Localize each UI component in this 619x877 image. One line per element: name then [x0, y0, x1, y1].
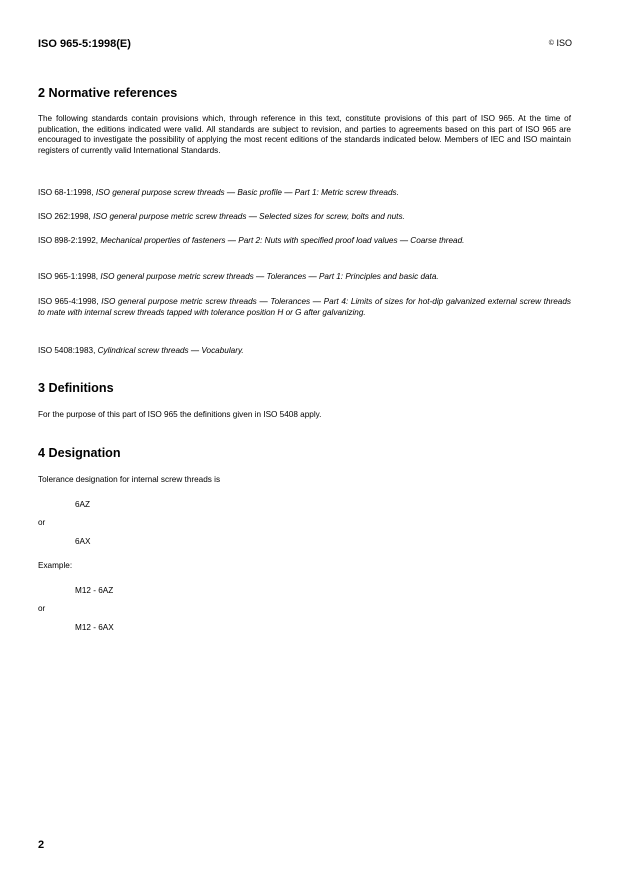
document-id: ISO 965-5:1998(E) [38, 38, 131, 50]
example-designation: M12 - 6AZ [75, 586, 114, 595]
reference-code: ISO 5408:1983, [38, 346, 96, 355]
or-text: or [38, 604, 46, 613]
example-designation: M12 - 6AX [75, 623, 114, 632]
reference-item [38, 297, 571, 318]
reference-item [38, 272, 571, 283]
designation-code: 6AZ [75, 500, 91, 509]
or-text: or [38, 518, 46, 527]
section-4-intro: Tolerance designation for internal screw threads is [38, 475, 221, 484]
section-4-title: 4 Designation [38, 446, 121, 460]
copyright-symbol: © [548, 40, 554, 47]
section-3-text: For the purpose of this part of ISO 965 the definitions given in ISO 5408 apply. [38, 410, 322, 419]
reference-code: ISO 262:1998, [38, 212, 91, 221]
reference-code: ISO 68-1:1998, [38, 188, 94, 197]
example-label: Example: [38, 561, 73, 570]
reference-code: ISO 965-4:1998, [38, 297, 99, 306]
section-2-title: 2 Normative references [38, 86, 178, 100]
reference-title: ISO general purpose metric screw threads — Tolerances — Part 4: Limits of sizes for hot-dip galvanized external screw threads to mate with internal screw threads tapped with tolerance position H or G after galvanizing. [38, 297, 571, 317]
section-3-title: 3 Definitions [38, 381, 114, 395]
reference-code: ISO 965-1:1998, [38, 272, 99, 281]
page-number: 2 [38, 839, 45, 851]
reference-item [38, 236, 571, 247]
reference-title: ISO general purpose metric screw threads — Tolerances — Part 1: Principles and basic data. [100, 272, 439, 281]
copyright-org: ISO [556, 38, 572, 48]
reference-code: ISO 898-2:1992, [38, 236, 99, 245]
reference-title: Cylindrical screw threads — Vocabulary. [97, 346, 244, 355]
section-2-intro: The following standards contain provisions which, through reference in this text, constitute provisions of this part of ISO 965. At the time of publication, the editions indicated were valid. All standards are subject to revision, and parties to agreements based on this part of ISO 965 are encouraged to investigate the possibility of applying the most recent editions of the standards indicated below. Members of IEC and ISO maintain registers of currently valid International Standards. [38, 114, 571, 155]
designation-code: 6AX [75, 537, 91, 546]
reference-item [38, 188, 571, 199]
reference-title: ISO general purpose screw threads — Basic profile — Part 1: Metric screw threads. [95, 188, 399, 197]
reference-title: Mechanical properties of fasteners — Part 2: Nuts with specified proof load values — Coarse thread. [100, 236, 465, 245]
reference-title: ISO general purpose metric screw threads — Selected sizes for screw, bolts and nuts. [93, 212, 405, 221]
copyright-notice [549, 38, 572, 48]
reference-item [38, 212, 571, 223]
reference-item [38, 346, 571, 357]
